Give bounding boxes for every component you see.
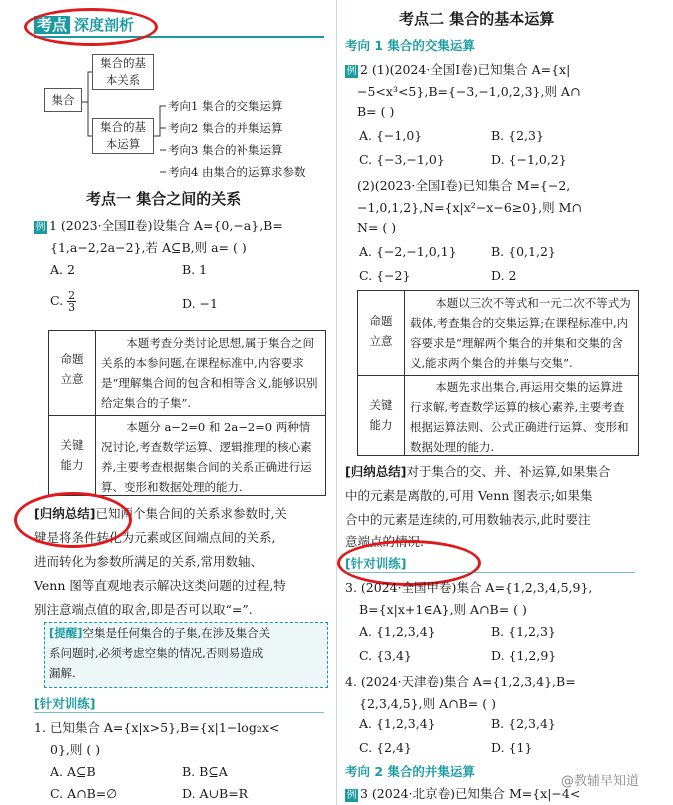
ex2b-option-d: D. 2 xyxy=(491,268,517,283)
example-2b-line3: N= ( ) xyxy=(357,220,397,235)
q4-line1: 4. (2024·天津卷)集合 A={1,2,3,4},B= xyxy=(345,674,576,689)
direction-1-heading: 考向 1 集合的交集运算 xyxy=(345,38,475,53)
summary-text1: 已知两个集合间的关系求参数时,关 xyxy=(95,506,287,521)
table1-label-2b: 能力 xyxy=(60,458,84,472)
q3-line2: B={x|x+1∈A},则 A∩B= ( ) xyxy=(359,602,527,617)
example-badge: 例 xyxy=(35,222,46,233)
q4-option-c: C. {2,4} xyxy=(359,740,412,755)
q1-option-c: C. A∩B=∅ xyxy=(50,786,118,801)
table2-row-divider xyxy=(358,375,638,376)
table2-cell-1: 本题以三次不等式和一元二次不等式为载体,考查集合的交集运算;在课程标准中,内容要求是“理解两个集合的并集和交集的含义,能求两个集合的并集与交集”. xyxy=(410,296,631,370)
tip-box xyxy=(44,622,328,688)
q1-option-d: D. A∪B=R xyxy=(182,786,249,801)
table1-label-1b: 立意 xyxy=(60,372,84,386)
table2-label-1a: 命题 xyxy=(369,314,393,328)
summary-line3: 进而转化为参数所满足的关系,常用数轴、 xyxy=(34,554,263,569)
analysis-table-1 xyxy=(48,330,326,496)
branch-relation-line1: 集合的基 xyxy=(100,56,146,70)
table2-label-2 xyxy=(358,395,405,435)
example-2b-line1: (2)(2023·全国Ⅰ卷)已知集合 M={−2, xyxy=(357,178,571,193)
summary-line5: 别注意端点值的取舍,即是否可以取“=”. xyxy=(34,602,253,617)
tip-tag: [提醒] xyxy=(49,626,83,640)
summary2-text1: 对于集合的交、并、补运算,如果集合 xyxy=(406,464,611,479)
watermark: @教辅早知道 xyxy=(561,774,640,789)
q3-option-b: B. {1,2,3} xyxy=(491,624,556,639)
ex2b-option-b: B. {0,1,2} xyxy=(491,244,556,259)
q4-line2: {2,3,4,5},则 A∩B= ( ) xyxy=(359,696,496,711)
mindmap-root: 集合 xyxy=(44,88,82,112)
table2-cell-2: 本题先求出集合,再运用交集的运算进行求解,考查数学运算的核心素养,主要考查根据运算法则、公式正确进行运算、变形和数据处理的能力. xyxy=(410,380,629,454)
ex2a-option-a: A. {−1,0} xyxy=(359,128,423,143)
red-annotation-circle xyxy=(14,492,132,548)
summary-line4: Venn 图等直观地表示解决这类问题的过程,特 xyxy=(34,578,286,593)
training-underline xyxy=(345,572,635,573)
table2-label-1b: 立意 xyxy=(369,334,393,348)
training-tag-left: [针对训练] xyxy=(34,696,96,711)
example-1-line1 xyxy=(34,216,283,234)
ex1-option-c xyxy=(50,290,76,313)
q3-option-a: A. {1,2,3,4} xyxy=(359,624,436,639)
header-badge: 考点 xyxy=(34,16,70,34)
direction-2-heading: 考向 2 集合的并集运算 xyxy=(345,764,475,779)
mindmap-leaf-3: 考向3 集合的补集运算 xyxy=(168,143,283,157)
branch-relation-line2: 本关系 xyxy=(105,73,141,87)
example-2-line3: B= ( ) xyxy=(357,104,395,119)
q4-option-d: D. {1} xyxy=(491,740,533,755)
example-1-line2: {1,a−2,2a−2},若 A⊆B,则 a= ( ) xyxy=(50,240,247,255)
q1-option-b: B. B⊆A xyxy=(182,764,228,779)
ex1-option-d: D. −1 xyxy=(182,296,218,311)
tip-text1: 空集是任何集合的子集,在涉及集合关 xyxy=(82,626,271,640)
example-3-text1: 3 (2024·北京卷)已知集合 M={x|−4< xyxy=(360,786,581,801)
example-badge: 例 xyxy=(346,66,357,77)
mindmap-leaf-4: 考向4 由集合的运算求参数 xyxy=(168,165,306,179)
summary-tag: [归纳总结] xyxy=(34,506,96,521)
summary2-tag: [归纳总结] xyxy=(345,464,407,479)
q3-option-d: D. {1,2,9} xyxy=(491,648,557,663)
analysis-table-2 xyxy=(357,290,639,456)
section-heading-1: 考点一 集合之间的关系 xyxy=(86,190,242,208)
fraction xyxy=(67,290,76,313)
mindmap-leaf-2: 考向2 集合的并集运算 xyxy=(168,121,283,135)
table1-row-divider xyxy=(49,415,325,416)
q1-line1: 1. 已知集合 A={x|x>5},B={x|1−log₂x< xyxy=(34,720,280,735)
q1-line2: 0},则 ( ) xyxy=(50,742,101,757)
tip-line3: 漏解. xyxy=(49,666,76,680)
fraction-denominator: 3 xyxy=(68,301,76,314)
example-2b-line2: −1,0,1,2},N={x|x²−x−6≥0},则 M∩ xyxy=(357,200,582,215)
summary2-line2: 中的元素是离散的,可用 Venn 图表示;如果集 xyxy=(345,488,593,503)
section-heading-2: 考点二 集合的基本运算 xyxy=(399,10,555,28)
mindmap-branch-operation xyxy=(92,118,154,154)
ex1-option-a: A. 2 xyxy=(50,262,75,277)
table1-label-1 xyxy=(49,349,96,389)
tip-line2: 系问题时,必须考虑空集的情况,否则易造成 xyxy=(49,646,264,660)
ex2b-option-c: C. {−2} xyxy=(359,268,411,283)
branch-operation-line2: 本运算 xyxy=(105,137,141,151)
example-1-text1: 1 (2023·全国Ⅱ卷)设集合 A={0,−a},B= xyxy=(49,218,283,233)
q3-line1: 3. (2024·全国甲卷)集合 A={1,2,3,4,5,9}, xyxy=(345,580,593,595)
training-tag-right: [针对训练] xyxy=(345,556,407,571)
summary2-line4: 意端点的情况. xyxy=(345,534,424,549)
table1-label-2a: 关键 xyxy=(60,438,84,452)
table2-label-1 xyxy=(358,311,405,351)
example-2-text1: 2 (1)(2024·全国Ⅰ卷)已知集合 A={x| xyxy=(360,62,571,77)
header-title: 深度剖析 xyxy=(74,16,135,34)
q3-option-c: C. {3,4} xyxy=(359,648,412,663)
fraction-numerator: 2 xyxy=(68,289,76,302)
branch-operation-line1: 集合的基 xyxy=(100,120,146,134)
example-badge: 例 xyxy=(346,790,357,801)
summary2-line1 xyxy=(345,462,610,480)
tip-line1 xyxy=(49,625,270,641)
ex2a-option-c: C. {−3,−1,0} xyxy=(359,152,445,167)
table1-label-2 xyxy=(49,435,96,475)
table2-label-2a: 关键 xyxy=(369,398,393,412)
table1-cell-1: 本题考查分类讨论思想,属于集合之间关系的本参问题,在课程标准中,内容要求是“理解集合间的包含和相等含义,能够识别给定集合的子集”. xyxy=(101,336,318,410)
mindmap-leaf-1: 考向1 集合的交集运算 xyxy=(168,99,283,113)
ex1-option-c-label: C. xyxy=(50,293,64,308)
table1-cell-2: 本题分 a−2=0 和 2a−2=0 两种情况讨论,考查数学运算、逻辑推理的核心素养,主要考查根据集合间的关系正确进行运算、变形和数据处理的能力. xyxy=(101,420,312,494)
mindmap-branch-relation xyxy=(92,54,154,90)
q4-option-a: A. {1,2,3,4} xyxy=(359,716,436,731)
ex2a-option-b: B. {2,3} xyxy=(491,128,544,143)
example-2-line2: −5<x³<5},B={−3,−1,0,2,3},则 A∩ xyxy=(357,84,581,99)
example-2-line1 xyxy=(345,60,570,78)
ex2a-option-d: D. {−1,0,2} xyxy=(491,152,567,167)
q1-option-a: A. A⊆B xyxy=(50,764,96,779)
table2-label-2b: 能力 xyxy=(369,418,393,432)
summary-line2: 键是将条件转化为元素或区间端点间的关系, xyxy=(34,530,276,545)
red-annotation-circle xyxy=(24,8,158,46)
ex1-option-b: B. 1 xyxy=(182,262,208,277)
q4-option-b: B. {2,3,4} xyxy=(491,716,556,731)
example-3-line1 xyxy=(345,784,580,802)
table1-label-1a: 命题 xyxy=(60,352,84,366)
summary2-line3: 合中的元素是连续的,可用数轴表示,此时要注 xyxy=(345,512,591,527)
training-underline xyxy=(34,712,324,713)
ex2b-option-a: A. {−2,−1,0,1} xyxy=(359,244,457,259)
